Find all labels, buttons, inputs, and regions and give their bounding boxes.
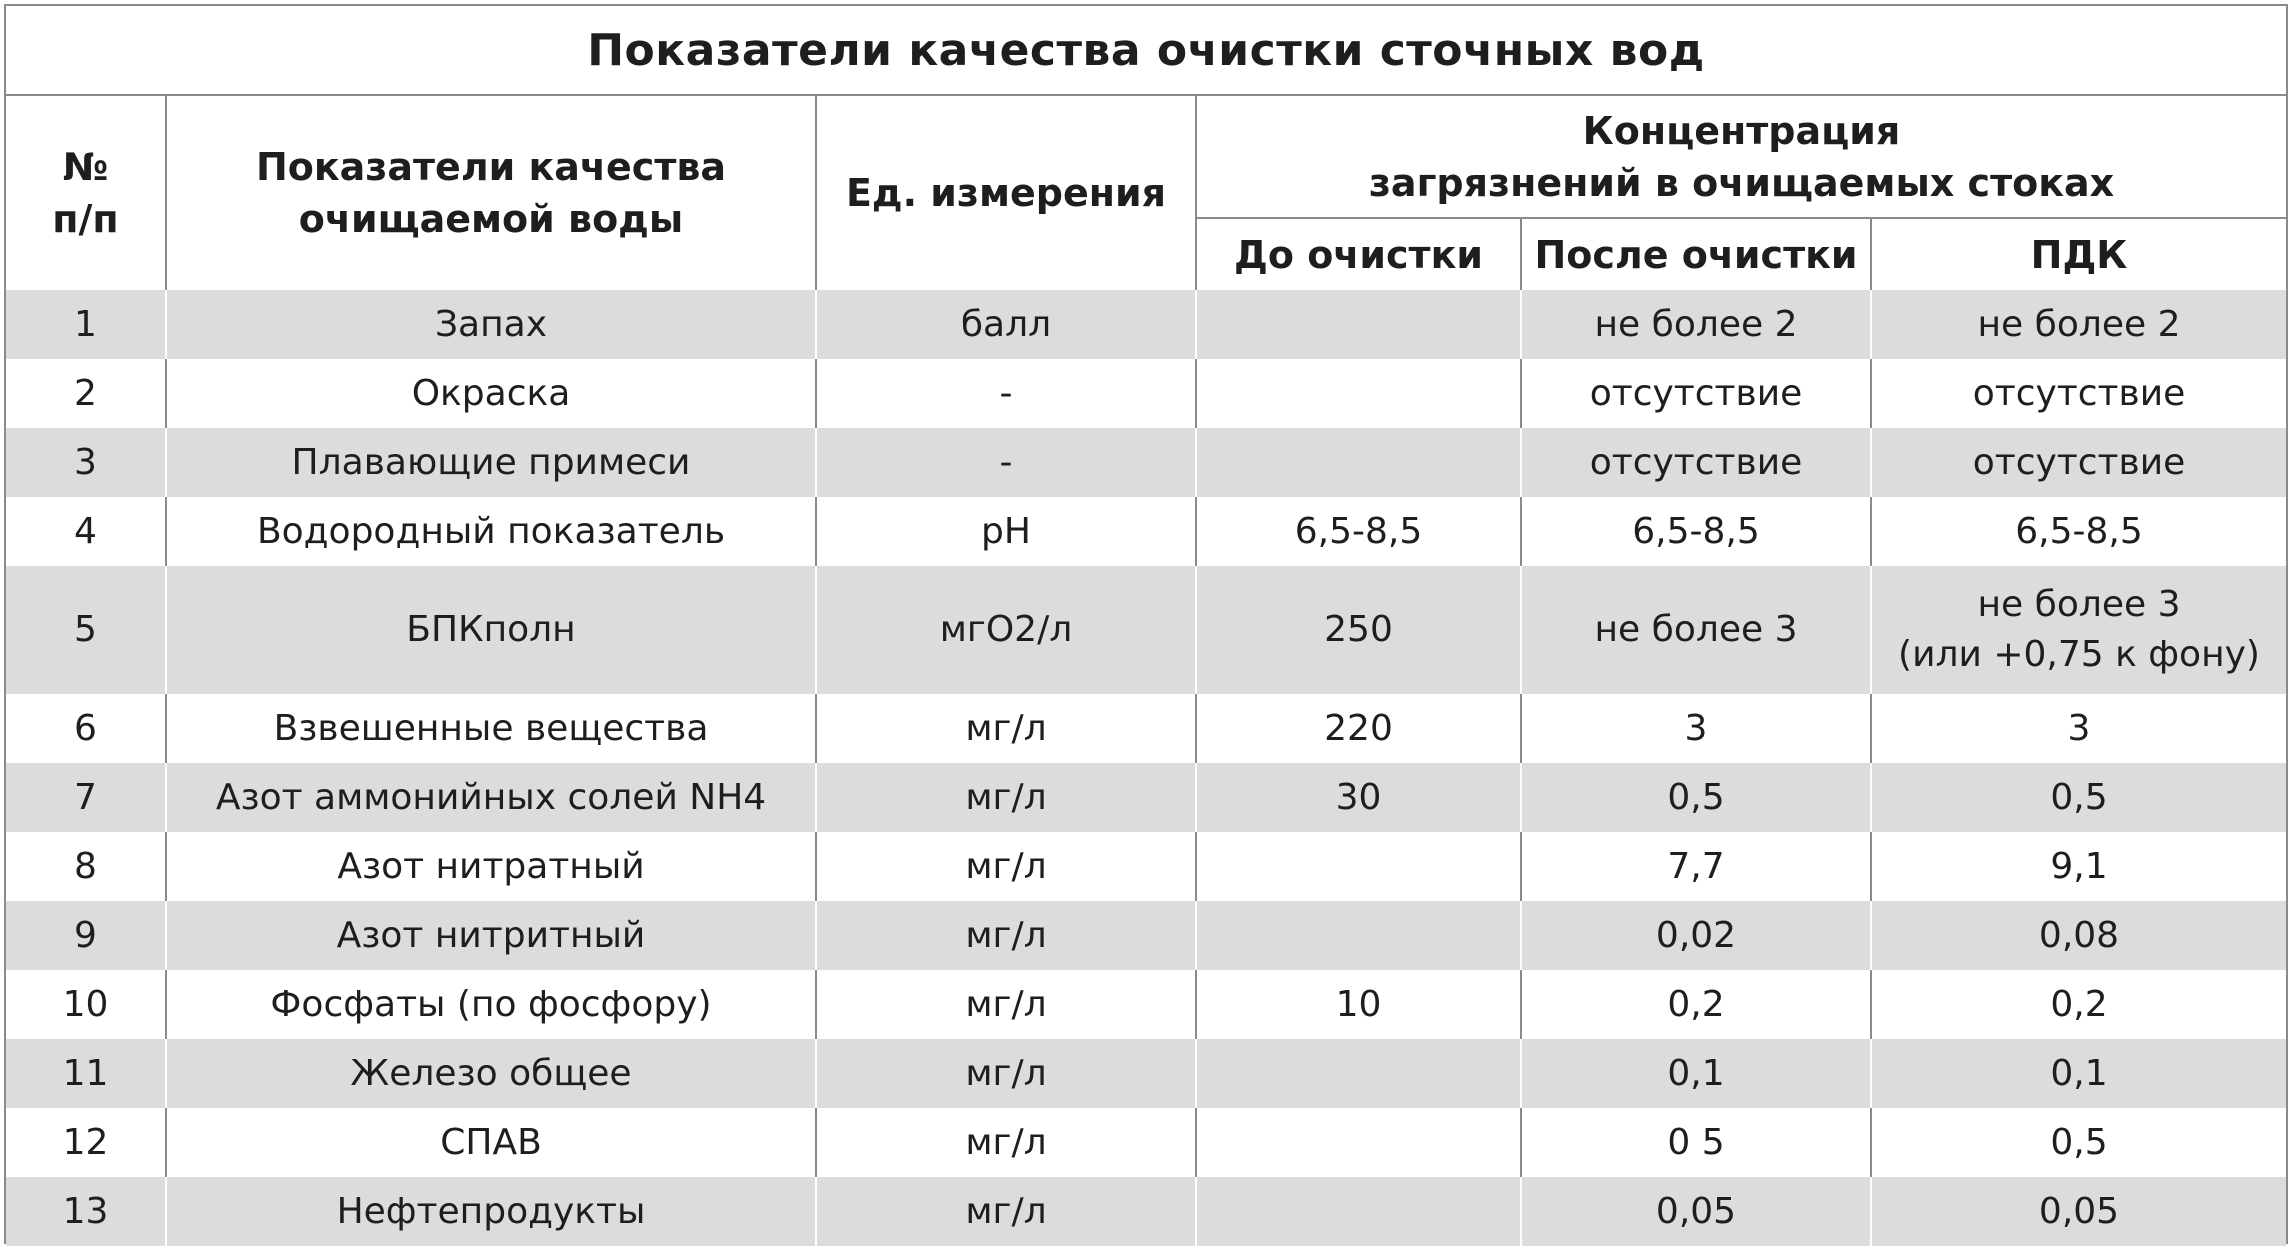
row-unit: мг/л: [816, 1177, 1196, 1246]
header-number-line-2: п/п: [52, 197, 119, 241]
row-pdk: 0,2: [1871, 970, 2286, 1039]
row-pdk: 0,05: [1871, 1177, 2286, 1246]
row-after: 0,2: [1521, 970, 1871, 1039]
row-unit: -: [816, 359, 1196, 428]
row-number: 8: [6, 832, 166, 901]
header-indicator-line-2: очищаемой воды: [298, 197, 684, 241]
row-before: [1196, 359, 1521, 428]
row-pdk: отсутствие: [1871, 359, 2286, 428]
row-number: 4: [6, 497, 166, 566]
row-after: отсутствие: [1521, 428, 1871, 497]
row-after: 0,1: [1521, 1039, 1871, 1108]
header-indicator-line-1: Показатели качества: [255, 145, 727, 189]
row-indicator: Водородный показатель: [166, 497, 816, 566]
row-indicator: Запах: [166, 290, 816, 359]
row-pdk: 0,08: [1871, 901, 2286, 970]
table-row: [6, 1108, 2286, 1177]
row-indicator: Железо общее: [166, 1039, 816, 1108]
table-row: [6, 694, 2286, 763]
row-number: 11: [6, 1039, 166, 1108]
row-after: 6,5-8,5: [1521, 497, 1871, 566]
row-after: 0 5: [1521, 1108, 1871, 1177]
quality-table: [6, 96, 2286, 1246]
row-number: 3: [6, 428, 166, 497]
row-indicator: Нефтепродукты: [166, 1177, 816, 1246]
row-indicator: Азот нитритный: [166, 901, 816, 970]
row-before: [1196, 1177, 1521, 1246]
row-number: 13: [6, 1177, 166, 1246]
row-after: не более 2: [1521, 290, 1871, 359]
row-pdk: 0,5: [1871, 763, 2286, 832]
row-number: 2: [6, 359, 166, 428]
row-before: [1196, 428, 1521, 497]
row-indicator: БПКполн: [166, 566, 816, 694]
table-body: [6, 290, 2286, 1246]
table-row: [6, 901, 2286, 970]
row-after: 0,5: [1521, 763, 1871, 832]
table-row: [6, 290, 2286, 359]
row-pdk: 0,5: [1871, 1108, 2286, 1177]
row-pdk: отсутствие: [1871, 428, 2286, 497]
row-before: 10: [1196, 970, 1521, 1039]
header-concentration-line-2: загрязнений в очищаемых стоках: [1368, 160, 2115, 205]
row-after: 0,02: [1521, 901, 1871, 970]
row-unit: балл: [816, 290, 1196, 359]
row-pdk: не более 2: [1871, 290, 2286, 359]
row-number: 5: [6, 566, 166, 694]
table-row: [6, 428, 2286, 497]
row-number: 12: [6, 1108, 166, 1177]
header-pdk: ПДК: [1871, 218, 2286, 290]
row-unit: мг/л: [816, 1039, 1196, 1108]
row-indicator: Азот аммонийных солей NH4: [166, 763, 816, 832]
row-before: [1196, 1108, 1521, 1177]
row-before: 30: [1196, 763, 1521, 832]
header-after: После очистки: [1521, 218, 1871, 290]
row-before: [1196, 290, 1521, 359]
row-pdk: 3: [1871, 694, 2286, 763]
row-unit: мг/л: [816, 763, 1196, 832]
row-before: 220: [1196, 694, 1521, 763]
header-number: [6, 96, 166, 290]
row-pdk-line-2: (или +0,75 к фону): [1898, 634, 2260, 675]
header-before: До очистки: [1196, 218, 1521, 290]
row-indicator: СПАВ: [166, 1108, 816, 1177]
row-pdk: 6,5-8,5: [1871, 497, 2286, 566]
header-row: [6, 96, 2286, 218]
row-indicator: Азот нитратный: [166, 832, 816, 901]
row-after: 0,05: [1521, 1177, 1871, 1246]
table-row: [6, 1039, 2286, 1108]
table-row: [6, 1177, 2286, 1246]
row-after: отсутствие: [1521, 359, 1871, 428]
row-indicator: Фосфаты (по фосфору): [166, 970, 816, 1039]
table-title: Показатели качества очистки сточных вод: [6, 6, 2286, 96]
header-unit: Ед. измерения: [816, 96, 1196, 290]
table-row: [6, 832, 2286, 901]
row-pdk-line-1: не более 3: [1977, 584, 2181, 625]
row-number: 10: [6, 970, 166, 1039]
header-concentration: [1196, 96, 2286, 218]
table-row: [6, 359, 2286, 428]
table-frame: [4, 4, 2288, 1244]
header-number-line-1: №: [62, 145, 109, 189]
row-before: [1196, 832, 1521, 901]
row-before: [1196, 901, 1521, 970]
table-row: [6, 970, 2286, 1039]
row-unit: pH: [816, 497, 1196, 566]
row-unit: мг/л: [816, 694, 1196, 763]
row-unit: -: [816, 428, 1196, 497]
row-indicator: Взвешенные вещества: [166, 694, 816, 763]
row-indicator: Окраска: [166, 359, 816, 428]
row-after: 7,7: [1521, 832, 1871, 901]
row-after: не более 3: [1521, 566, 1871, 694]
row-before: 6,5-8,5: [1196, 497, 1521, 566]
row-unit: мг/л: [816, 970, 1196, 1039]
row-unit: мгО2/л: [816, 566, 1196, 694]
row-indicator: Плавающие примеси: [166, 428, 816, 497]
row-unit: мг/л: [816, 1108, 1196, 1177]
row-pdk: [1871, 566, 2286, 694]
table-row: [6, 497, 2286, 566]
row-after: 3: [1521, 694, 1871, 763]
row-number: 9: [6, 901, 166, 970]
header-concentration-line-1: Концентрация: [1582, 108, 1901, 153]
row-before: [1196, 1039, 1521, 1108]
table-row: [6, 763, 2286, 832]
row-pdk: 9,1: [1871, 832, 2286, 901]
row-pdk: 0,1: [1871, 1039, 2286, 1108]
header-indicator: [166, 96, 816, 290]
row-number: 7: [6, 763, 166, 832]
row-number: 1: [6, 290, 166, 359]
table-row: [6, 566, 2286, 694]
row-unit: мг/л: [816, 901, 1196, 970]
row-unit: мг/л: [816, 832, 1196, 901]
row-number: 6: [6, 694, 166, 763]
row-before: 250: [1196, 566, 1521, 694]
